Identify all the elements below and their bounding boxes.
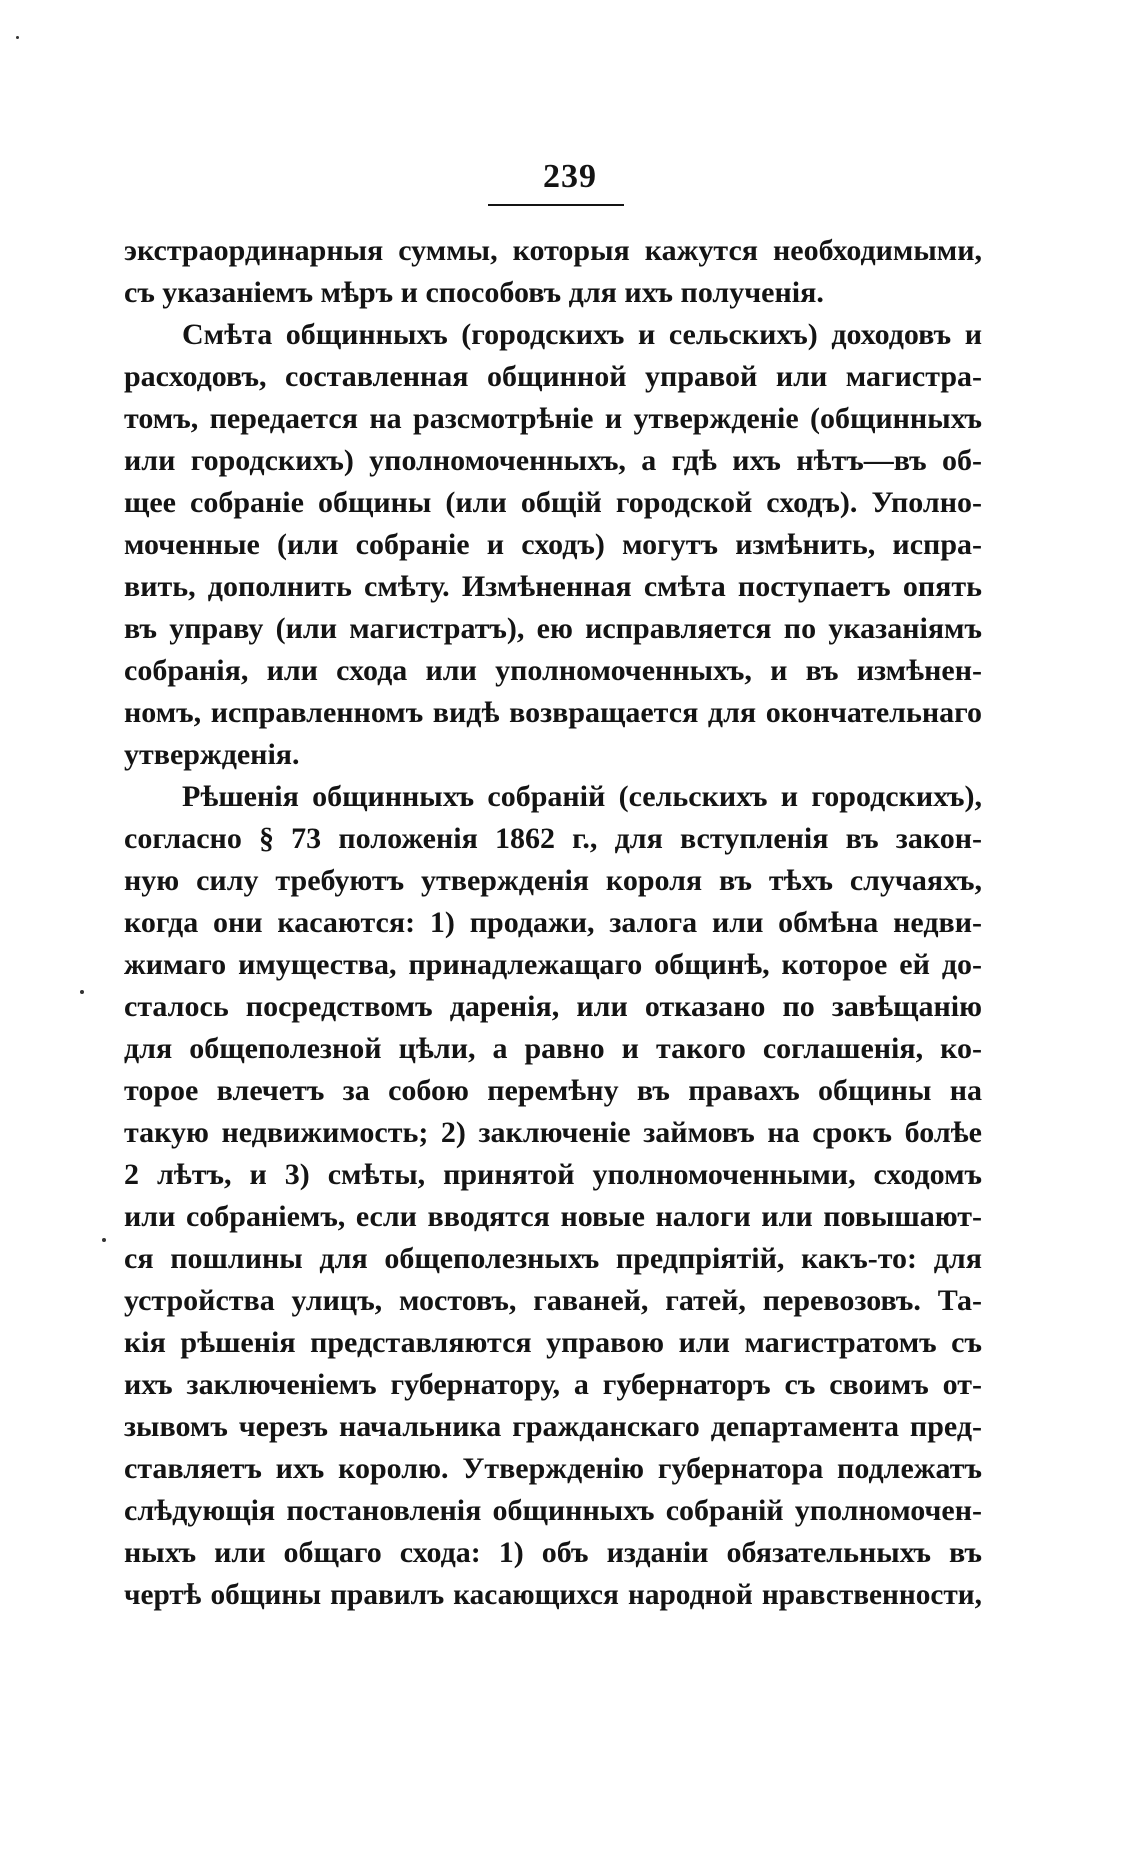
text-line: номъ, исправленномъ видѣ возвращается для окончательнаго — [124, 696, 982, 729]
text-line: собранія, или схода или уполномоченныхъ, и въ измѣнен- — [124, 654, 982, 687]
text-line: устройства улицъ, мостовъ, гаваней, гатей, перевозовъ. Та- — [124, 1284, 982, 1317]
text-line: слѣдующія постановленія общинныхъ собраній уполномочен- — [124, 1494, 982, 1527]
text-line: такую недвижимость; 2) заключеніе займовъ на срокъ болѣе — [124, 1116, 982, 1149]
text-line: Рѣшенія общинныхъ собраній (сельскихъ и городскихъ), — [182, 780, 982, 813]
body-text — [124, 230, 982, 1616]
print-speck — [102, 1238, 106, 1242]
text-line: ихъ заключеніемъ губернатору, а губернаторъ съ своимъ от- — [124, 1368, 982, 1401]
text-line: щее собраніе общины (или общій городской сходъ). Уполно- — [124, 486, 982, 519]
text-line: жимаго имущества, принадлежащаго общинѣ, которое ей до- — [124, 948, 982, 981]
text-line: ную силу требуютъ утвержденія короля въ тѣхъ случаяхъ, — [124, 864, 982, 897]
page-number: 239 — [543, 158, 597, 195]
text-line: 2 лѣтъ, и 3) смѣты, принятой уполномоченными, сходомъ — [124, 1158, 982, 1191]
text-line: сталось посредствомъ даренія, или отказано по завѣщанію — [124, 990, 982, 1023]
text-line: для общеполезной цѣли, а равно и такого соглашенія, ко- — [124, 1032, 982, 1065]
text-line: экстраординарныя суммы, которыя кажутся необходимыми, — [124, 234, 982, 267]
print-speck — [16, 36, 19, 39]
text-line: или собраніемъ, если вводятся новые налоги или повышают- — [124, 1200, 982, 1233]
page-number-rule — [488, 204, 624, 206]
text-line: торое влечетъ за собою перемѣну въ правахъ общины на — [124, 1074, 982, 1107]
text-line: въ управу (или магистратъ), ею исправляется по указаніямъ — [124, 612, 982, 645]
text-line: томъ, передается на разсмотрѣніе и утвержденіе (общинныхъ — [124, 402, 982, 435]
text-line: Смѣта общинныхъ (городскихъ и сельскихъ) доходовъ и — [182, 318, 982, 351]
text-line: утвержденія. — [124, 738, 300, 771]
text-line: ставляетъ ихъ королю. Утвержденію губернатора подлежатъ — [124, 1452, 982, 1485]
text-line: расходовъ, составленная общинной управой или магистра- — [124, 360, 982, 393]
text-line: чертѣ общины правилъ касающихся народной нравственности, — [124, 1579, 982, 1611]
text-line: зывомъ черезъ начальника гражданскаго департамента пред- — [124, 1410, 982, 1443]
text-line: или городскихъ) уполномоченныхъ, а гдѣ ихъ нѣтъ—въ об- — [124, 444, 982, 477]
text-line: съ указаніемъ мѣръ и способовъ для ихъ полученія. — [124, 276, 824, 309]
text-line: ныхъ или общаго схода: 1) объ изданіи обязательныхъ въ — [124, 1536, 982, 1569]
text-line: вить, дополнить смѣту. Измѣненная смѣта поступаетъ опять — [124, 570, 982, 603]
text-line: когда они касаются: 1) продажи, залога или обмѣна недви- — [124, 906, 982, 939]
text-line: ся пошлины для общеполезныхъ предпріятій, какъ-то: для — [124, 1242, 982, 1275]
text-line: согласно § 73 положенія 1862 г., для вступленія въ закон- — [124, 822, 982, 855]
print-speck — [80, 990, 84, 994]
text-line: моченные (или собраніе и сходъ) могутъ измѣнить, испра- — [124, 528, 982, 561]
text-line: кія рѣшенія представляются управою или магистратомъ съ — [124, 1326, 982, 1359]
